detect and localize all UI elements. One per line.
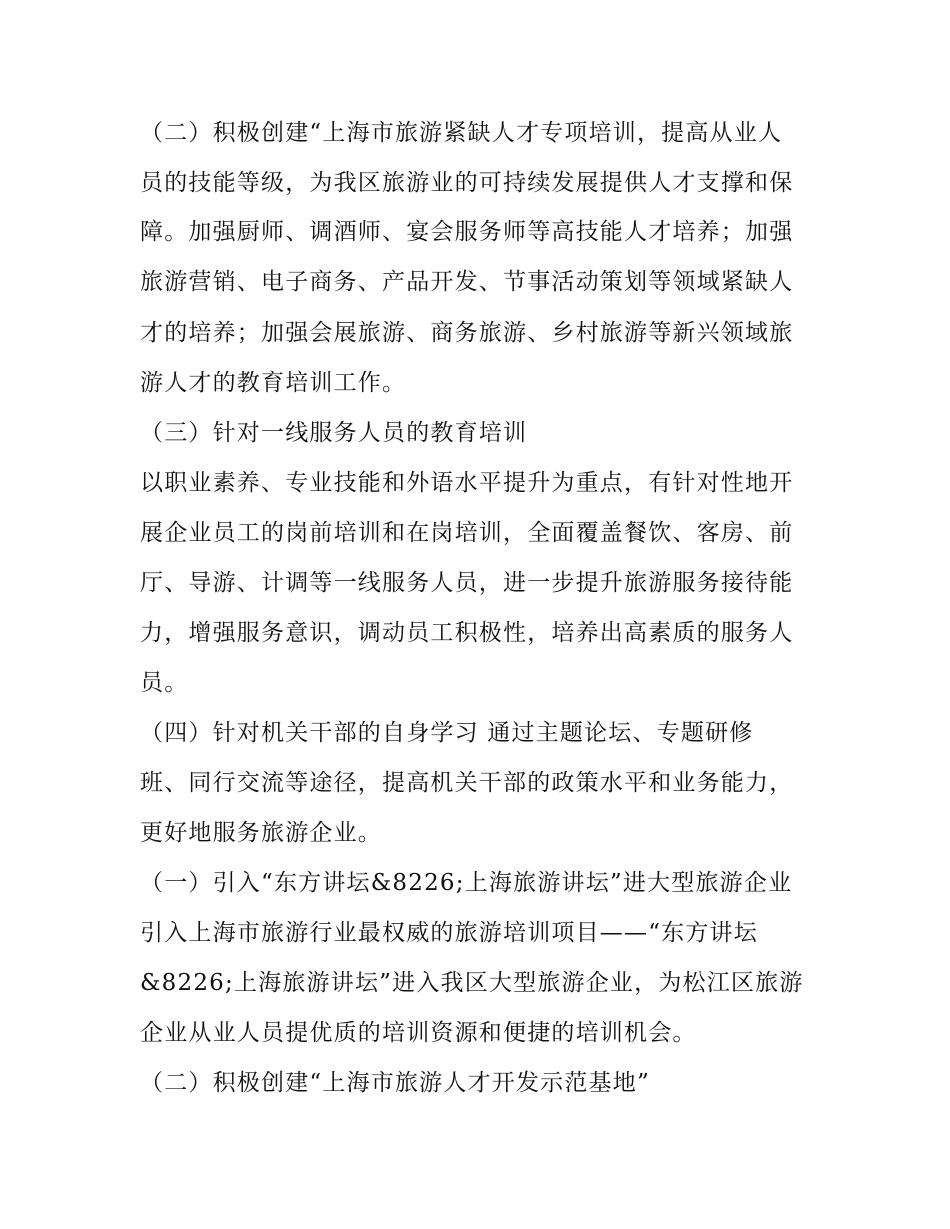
text-line: 更好地服务旅游企业。 [140, 820, 382, 846]
text-line: 展企业员工的岗前培训和在岗培训，全面覆盖餐饮、客房、前 [140, 520, 794, 546]
text-line: 障。加强厨师、调酒师、宴会服务师等高技能人才培养；加强 [140, 219, 794, 245]
section-heading: （一）引入“东方讲坛&8226;上海旅游讲坛”进大型旅游企业 [140, 870, 793, 896]
section-heading: （四）针对机关干部的自身学习 通过主题论坛、专题研修 [140, 720, 754, 746]
section-heading: （二）积极创建“上海市旅游人才开发示范基地” [140, 1070, 650, 1096]
text-line: 厅、导游、计调等一线服务人员，进一步提升旅游服务接待能 [140, 570, 794, 596]
text-line: 引入上海市旅游行业最权威的旅游培训项目——“东方讲坛 [140, 920, 758, 946]
text-line: 班、同行交流等途径，提高机关干部的政策水平和业务能力， [140, 770, 794, 796]
section-heading: （三）针对一线服务人员的教育培训 [140, 420, 528, 446]
text-line: 员。 [140, 670, 189, 696]
text-line: （二）积极创建“上海市旅游紧缺人才专项培训，提高从业人 [140, 120, 783, 146]
text-line: 企业从业人员提优质的培训资源和便捷的培训机会。 [140, 1020, 697, 1046]
text-line: 员的技能等级，为我区旅游业的可持续发展提供人才支撑和保 [140, 170, 794, 196]
text-line: 以职业素养、专业技能和外语水平提升为重点，有针对性地开 [140, 470, 794, 496]
text-line: 游人才的教育培训工作。 [140, 370, 407, 396]
text-line: &8226;上海旅游讲坛”进入我区大型旅游企业，为松江区旅游 [140, 970, 804, 996]
text-line: 旅游营销、电子商务、产品开发、节事活动策划等领域紧缺人 [140, 269, 794, 295]
text-line: 力，增强服务意识，调动员工积极性，培养出高素质的服务人 [140, 620, 794, 646]
text-line: 才的培养；加强会展旅游、商务旅游、乡村旅游等新兴领域旅 [140, 320, 794, 346]
